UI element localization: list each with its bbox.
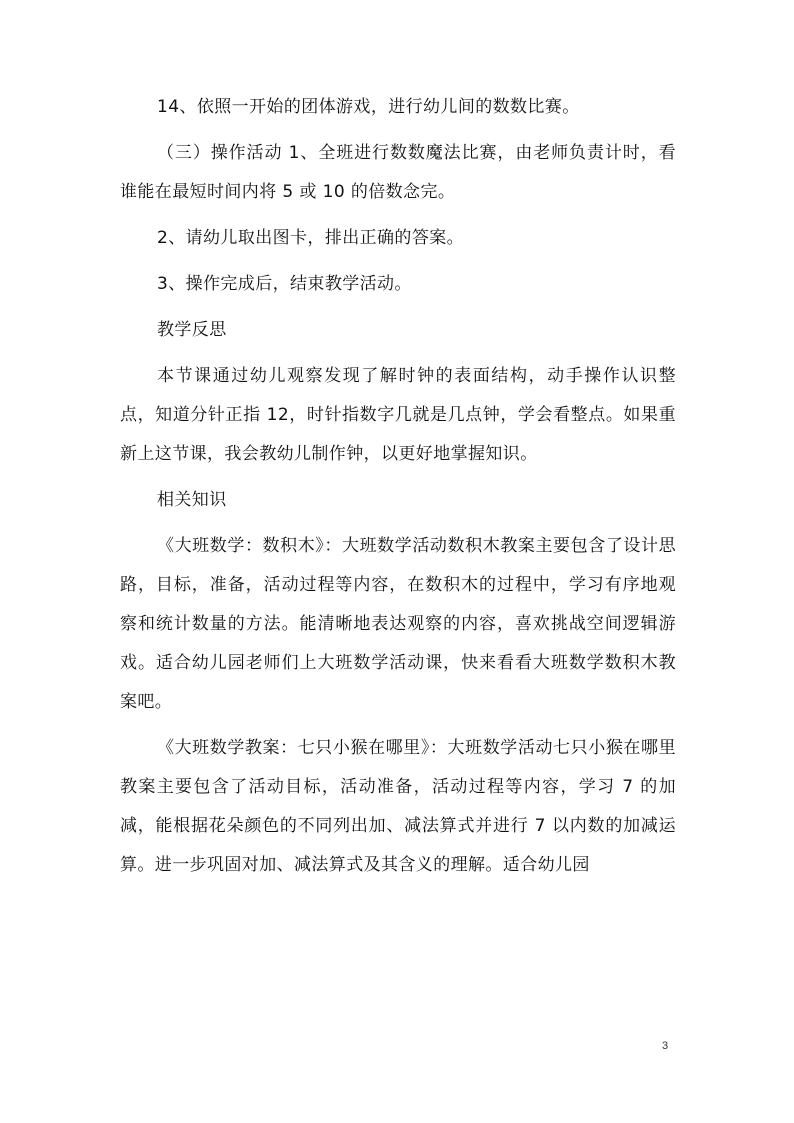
paragraph-step-3: 3、操作完成后，结束教学活动。 bbox=[157, 274, 412, 294]
paragraph-step-2: 2、请幼儿取出图卡，排出正确的答案。 bbox=[157, 228, 465, 248]
paragraph-reflection: 本节课通过幼儿观察发现了解时钟的表面结构，动手操作认识整点，知道分针正指 12，时针指数字几就是几点钟，学会看整点。如果重新上这节课，我会教幼儿制作钟，以更好地掌握知识。 bbox=[120, 366, 676, 464]
paragraph-related-blocks: 《大班数学：数积木》：大班数学活动数积木教案主要包含了设计思路，目标，准备，活动过程等内容，在数积木的过程中，学习有序地观察和统计数量的方法。能清晰地表达观察的内容，喜欢挑战空间逻辑游戏。适合幼儿园老师们上大班数学活动课，快来看看大班数学数积木教案吧。 bbox=[120, 536, 676, 712]
page-number: 3 bbox=[662, 1040, 669, 1052]
heading-teaching-reflection: 教学反思 bbox=[157, 320, 227, 340]
heading-related-knowledge: 相关知识 bbox=[157, 490, 227, 510]
document-body bbox=[120, 88, 676, 892]
paragraph-step-14: 14、依照一开始的团体游戏，进行幼儿间的数数比赛。 bbox=[157, 97, 580, 117]
paragraph-operation-activity: （三）操作活动 1、全班进行数数魔法比赛，由老师负责计时，看谁能在最短时间内将 5 或 10 的倍数念完。 bbox=[120, 143, 676, 202]
paragraph-related-monkeys: 《大班数学教案：七只小猴在哪里》：大班数学活动七只小猴在哪里教案主要包含了活动目标，活动准备，活动过程等内容，学习 7 的加减，能根据花朵颜色的不同列出加、减法算式并进行 7 以内数的加减运算。进一步巩固对加、减法算式及其含义的理解。适合幼儿园 bbox=[120, 738, 676, 875]
